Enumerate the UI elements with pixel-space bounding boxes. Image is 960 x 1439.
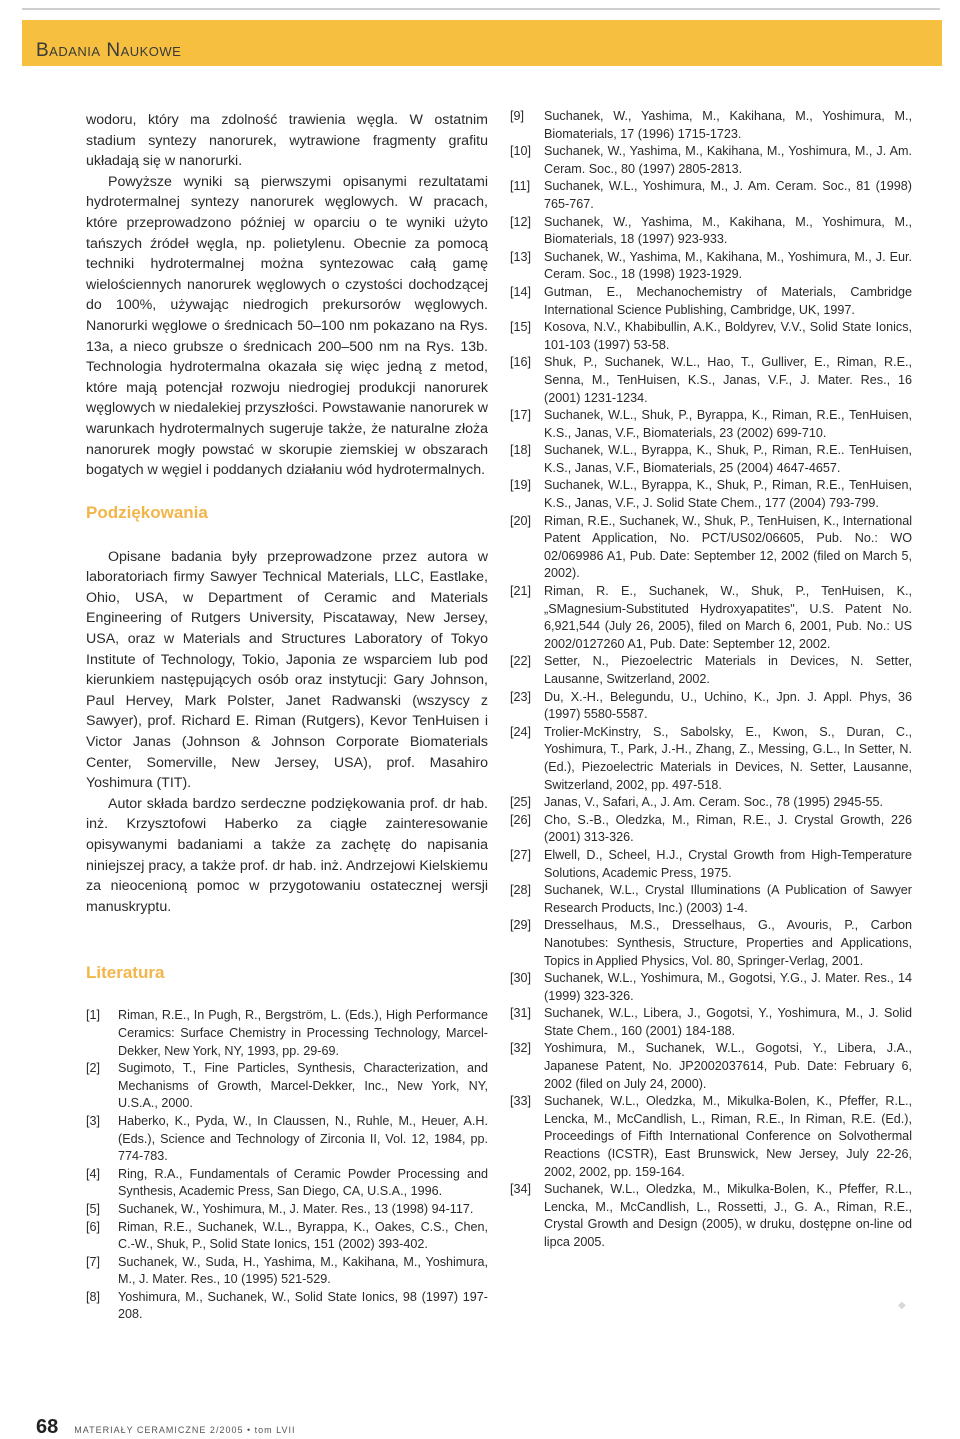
reference-number: [30]: [510, 971, 532, 986]
reference-text: Ring, R.A., Fundamentals of Ceramic Powder Processing and Synthesis, Academic Press, San Diego, CA, U.S.A., 1996.: [118, 1166, 488, 1199]
reference-number: [5]: [86, 1201, 101, 1216]
reference-item: [510, 442, 912, 477]
top-rule: [22, 8, 940, 10]
reference-number: [28]: [510, 883, 532, 898]
reference-text: Suchanek, W., Yashima, M., Kakihana, M., Yoshimura, M., Biomaterials, 17 (1996) 1715-1723.: [544, 109, 912, 141]
reference-number: [31]: [510, 1006, 532, 1021]
reference-number: [27]: [510, 847, 532, 862]
reference-number: [15]: [510, 320, 532, 335]
reference-number: [33]: [510, 1094, 532, 1109]
reference-text: Dresselhaus, M.S., Dresselhaus, G., Avouris, P., Carbon Nanotubes: Synthesis, Structure, Properties and Applications, Topics in Applied Physics, Vol. 80, Springer-Verlag, 2001.: [544, 918, 912, 968]
reference-text: Haberko, K., Pyda, W., In Claussen, N., Ruhle, M., Heuer, A.H. (Eds.), Science and Technology of Zirconia II, Vol. 12, 1984, pp. 774-783.: [118, 1113, 488, 1164]
reference-text: Riman, R.E., Suchanek, W., Shuk, P., TenHuisen, K., International Patent Application, No. PCT/US02/06605, Pub. No.: WO 02/069986 A1, Pub. Date: September 12, 2002 (filed on March 5, 2002).: [544, 513, 912, 581]
reference-item: [510, 689, 912, 724]
reference-item: [86, 1007, 488, 1060]
reference-text: Suchanek, W.L., Oledzka, M., Mikulka-Bolen, K., Pfeffer, R.L., Lencka, M., McCandlish, L., Riman, R.E., In Riman, R.E. (Ed.), Proceedings of Fifth International Conference on Solvothermal Reactions (ICSTR), East Brunswick, New Jersey, July 22-26, 2002, 2002, pp. 159-164.: [544, 1094, 912, 1179]
reference-text: Yoshimura, M., Suchanek, W.L., Gogotsi, Y., Libera, J.A., Japanese Patent, No. JP2002037614, Pub. Date: February 6, 2002 (filed on July 24, 2000).: [544, 1041, 912, 1091]
reference-number: [23]: [510, 689, 532, 704]
reference-item: [510, 794, 912, 812]
reference-number: [8]: [86, 1289, 101, 1304]
page-footer: [36, 1416, 295, 1439]
reference-number: [9]: [510, 109, 525, 123]
reference-number: [26]: [510, 812, 532, 827]
body-paragraph: wodoru, który ma zdolność trawienia węgla. W ostatnim stadium syntezy nanorurek, wytrawione fragmenty grafitu układają się w nanorurki.: [86, 112, 488, 170]
reference-text: Suchanek, W.L., Shuk, P., Byrappa, K., Riman, R.E., TenHuisen, K.S., Janas, V.F., Biomaterials, 23 (2002) 699-710.: [544, 408, 912, 440]
reference-item: [510, 477, 912, 512]
left-column: [86, 110, 488, 1324]
reference-number: [16]: [510, 355, 532, 370]
reference-number: [13]: [510, 249, 532, 264]
reference-text: Suchanek, W.L., Crystal Illuminations (A Publication of Sawyer Research Products, Inc.) (2003) 1-4.: [544, 883, 912, 915]
reference-item: [86, 1219, 488, 1254]
journal-info: MATERIAŁY CERAMICZNE 2/2005 • tom LVII: [74, 1425, 296, 1435]
reference-number: [3]: [86, 1113, 101, 1128]
reference-text: Suchanek, W.L., Byrappa, K., Shuk, P., Riman, R.E.. TenHuisen, K.S., Janas, V.F., Biomaterials, 25 (2004) 4647-4657.: [544, 443, 912, 475]
reference-item: [510, 1040, 912, 1093]
reference-item: [510, 143, 912, 178]
reference-number: [22]: [510, 654, 532, 669]
reference-text: Kosova, N.V., Khabibullin, A.K., Boldyrev, V.V., Solid State Ionics, 101-103 (1997) 53-58.: [544, 320, 912, 352]
reference-text: Du, X.-H., Belegundu, U., Uchino, K., Jpn. J. Appl. Phys, 36 (1997) 5580-5587.: [544, 689, 912, 722]
reference-text: Trolier-McKinstry, S., Sabolsky, E., Kwon, S., Duran, C., Yoshimura, T., Park, J.-H., Zhang, Z., Messing, G.L., In Setter, N. (Ed.), Piezoelectric Materials in Devices, N. Setter, Lausanne, Switzerland, 2002, pp. 497-518.: [544, 724, 912, 792]
reference-text: Suchanek, W.L., Byrappa, K., Shuk, P., Riman, R.E., TenHuisen, K.S., Janas, V.F., J. Solid State Chem., 177 (2004) 793-799.: [544, 478, 912, 511]
reference-text: Riman, R.E., In Pugh, R., Bergström, L. (Eds.), High Performance Ceramics: Surface Chemistry in Processing Technology, Marcel-Dekker, New York, NY, 1993, pp. 29-69.: [118, 1008, 488, 1058]
reference-item: [510, 249, 912, 284]
reference-number: [1]: [86, 1008, 101, 1023]
reference-item: [510, 214, 912, 249]
reference-text: Suchanek, W., Yashima, M., Kakihana, M., Yoshimura, M., J. Eur. Ceram. Soc., 18 (1998) 1923-1929.: [544, 249, 912, 282]
reference-number: [6]: [86, 1219, 101, 1234]
acknowledgements-text: Opisane badania były przeprowadzone przez autora w laboratoriach firmy Sawyer Technical Materials, LLC, Eastlake, Ohio, USA, w Department of Ceramic and Materials Engineering of Rutgers University, Piscataway, New Jersey, USA, oraz w Materials and Structures Laboratory of Tokyo Institute of Technology, Tokio, Japonia ze wsparciem lub pod kierunkiem następujących osób oraz instytucji: Gary Johnson, Paul Hervey, Mark Polster, Janet Radwanski (wszyscy z Sawyer), prof. Richard E. Riman (Rutgers), Kevor TenHuisen i Victor Janas (Johnson & Johnson Corporate Biomaterials Center, Somerville, New Jersey, USA), prof. Masahiro Yoshimura (TIT).: [86, 548, 488, 792]
reference-text: Suchanek, W., Yashima, M., Kakihana, M., Yoshimura, M., J. Am. Ceram. Soc., 80 (1997) 2805-2813.: [544, 144, 912, 176]
reference-item: [510, 970, 912, 1005]
acknowledgements-paragraph: [86, 794, 488, 918]
acknowledgements-paragraph: [86, 547, 488, 794]
reference-number: [11]: [510, 179, 531, 194]
reference-number: [21]: [510, 584, 532, 599]
reference-item: [510, 178, 912, 213]
reference-number: [17]: [510, 408, 532, 423]
reference-item: [510, 513, 912, 583]
reference-item: [510, 1093, 912, 1181]
reference-item: [86, 1254, 488, 1289]
reference-text: Suchanek, W.L., Yoshimura, M., J. Am. Ceram. Soc., 81 (1998) 765-767.: [544, 179, 912, 211]
reference-number: [25]: [510, 795, 532, 810]
reference-text: Gutman, E., Mechanochemistry of Materials, Cambridge International Science Publishing, Cambridge, UK, 1997.: [544, 284, 912, 317]
body-paragraph: [86, 172, 488, 481]
reference-text: Yoshimura, M., Suchanek, W., Solid State Ionics, 98 (1997) 197-208.: [118, 1289, 488, 1322]
reference-number: [34]: [510, 1182, 532, 1197]
reference-item: [510, 284, 912, 319]
reference-text: Suchanek, W., Yoshimura, M., J. Mater. Res., 13 (1998) 94-117.: [118, 1201, 474, 1216]
reference-number: [2]: [86, 1061, 101, 1076]
reference-text: Cho, S.-B., Oledzka, M., Riman, R.E., J. Crystal Growth, 226 (2001) 313-326.: [544, 812, 912, 845]
acknowledgements-heading: Podziękowania: [86, 502, 208, 522]
reference-number: [24]: [510, 724, 532, 739]
reference-item: [510, 724, 912, 794]
reference-item: [510, 1181, 912, 1251]
body-paragraph-text: Powyższe wyniki są pierwszymi opisanymi rezultatami hydrotermalnej syntezy nanorurek węglowych. W pracach, które przeprowadzono później w oparciu o te wyniki użyto tańszych źródeł węgla, np. polietylenu. Obecnie za pomocą techniki hydrotermalnej można syntezowac całą gamę wielościennych nanorurek węglowych o czystości dochodzącej do 100%, używając niedrogich prekursorów węglowych. Nanorurki węglowe o średnicach 50–100 nm pokazano na Rys. 13a, a nieco grubsze o średnicach 200–500 nm na Rys. 13b. Technologia hydrotermalna okazała się więc jedną z metod, które mają potencjał rozwoju niedrogiej produkcji nanorurek węglowych w niedalekiej przyszłości. Powstawanie nanorurek w warunkach hydrotermalnych sugeruje także, że naturalne złoża nanorurek mogły powstać w skorupie ziemskiej w obszarach bogatych w węgiel i poddanych działaniu wód hydrotermalnych.: [86, 173, 488, 479]
reference-number: [32]: [510, 1041, 532, 1056]
reference-number: [19]: [510, 478, 532, 493]
reference-number: [10]: [510, 144, 532, 159]
reference-text: Sugimoto, T., Fine Particles, Synthesis, Characterization, and Mechanisms of Growth, Marcel-Dekker, Inc., New York, NY, U.S.A., 2000.: [118, 1061, 488, 1111]
section-header: Badania Naukowe: [36, 40, 182, 61]
reference-item: [86, 1166, 488, 1201]
reference-item: [86, 1113, 488, 1166]
reference-number: [7]: [86, 1254, 101, 1269]
reference-list-left: [86, 1007, 488, 1324]
reference-item: [510, 882, 912, 917]
reference-number: [14]: [510, 284, 532, 299]
reference-number: [4]: [86, 1166, 101, 1181]
reference-item: [86, 1060, 488, 1113]
reference-number: [29]: [510, 918, 532, 933]
reference-text: Riman, R.E., Suchanek, W.L., Byrappa, K., Oakes, C.S., Chen, C.-W., Shuk, P., Solid State Ionics, 151 (2002) 393-402.: [118, 1219, 488, 1252]
reference-item: [86, 1201, 488, 1219]
reference-text: Suchanek, W.L., Yoshimura, M., Gogotsi, Y.G., J. Mater. Res., 14 (1999) 323-326.: [544, 971, 912, 1003]
reference-item: [510, 1005, 912, 1040]
reference-item: [86, 1289, 488, 1324]
diamond-icon: ◆: [898, 1300, 906, 1311]
reference-item: [510, 583, 912, 653]
reference-item: [510, 847, 912, 882]
reference-list-right: [510, 108, 912, 1252]
reference-text: Janas, V., Safari, A., J. Am. Ceram. Soc., 78 (1995) 2945-55.: [544, 795, 884, 810]
acknowledgements-text: Autor składa bardzo serdeczne podziękowania prof. dr hab. inż. Krzysztofowi Haberko za ciągłe zainteresowanie opisywanymi badaniami a także za zachętę do napisania niniejszej pracy, a także prof. dr hab. inż. Andrzejowi Kielskiemu za nieocenioną pomoc w przygotowaniu ostatecznej wersji manuskryptu.: [86, 795, 488, 915]
reference-item: [510, 319, 912, 354]
reference-item: [510, 108, 912, 143]
reference-item: [510, 917, 912, 970]
reference-text: Elwell, D., Scheel, H.J., Crystal Growth from High-Temperature Solutions, Academic Press, 1975.: [544, 847, 912, 880]
reference-text: Suchanek, W.L., Oledzka, M., Mikulka-Bolen, K., Pfeffer, R.L., Lencka, M., McCandlish, L., Rossetti, J., G. A., Riman, R.E., Crystal Growth and Design (2005), w druku, dostępne on-line od lipca 2005.: [544, 1182, 912, 1249]
reference-number: [12]: [510, 214, 532, 229]
reference-item: [510, 354, 912, 407]
reference-text: Suchanek, W., Suda, H., Yashima, M., Kakihana, M., Yoshimura, M., J. Mater. Res., 10 (1995) 521-529.: [118, 1254, 488, 1287]
reference-text: Shuk, P., Suchanek, W.L., Hao, T., Gulliver, E., Riman, R.E., Senna, M., TenHuisen, K.S., Janas, V.F., J. Mater. Res., 16 (2001) 1231-1234.: [544, 355, 912, 405]
reference-text: Riman, R. E., Suchanek, W., Shuk, P., TenHuisen, K., „SMagnesium-Substituted Hydroxyapatites", U.S. Patent No. 6,921,544 (July 26, 2005), filed on March 6, 2001, Pub. No.: US 2002/0127260 A1, Pub. Date: September 12, 2002.: [544, 584, 912, 651]
reference-text: Setter, N., Piezoelectric Materials in Devices, N. Setter, Lausanne, Switzerland, 2002.: [544, 654, 912, 686]
reference-item: [510, 407, 912, 442]
reference-item: [510, 812, 912, 847]
page-number: 68: [36, 1416, 59, 1438]
reference-number: [20]: [510, 513, 532, 528]
right-column: [510, 108, 912, 1252]
literature-heading: Literatura: [86, 963, 165, 983]
reference-item: [510, 653, 912, 688]
reference-text: Suchanek, W.L., Libera, J., Gogotsi, Y., Yoshimura, M., J. Solid State Chem., 160 (2001) 184-188.: [544, 1006, 912, 1038]
reference-text: Suchanek, W., Yashima, M., Kakihana, M., Yoshimura, M., Biomaterials, 18 (1997) 923-933.: [544, 214, 912, 247]
reference-number: [18]: [510, 443, 532, 458]
